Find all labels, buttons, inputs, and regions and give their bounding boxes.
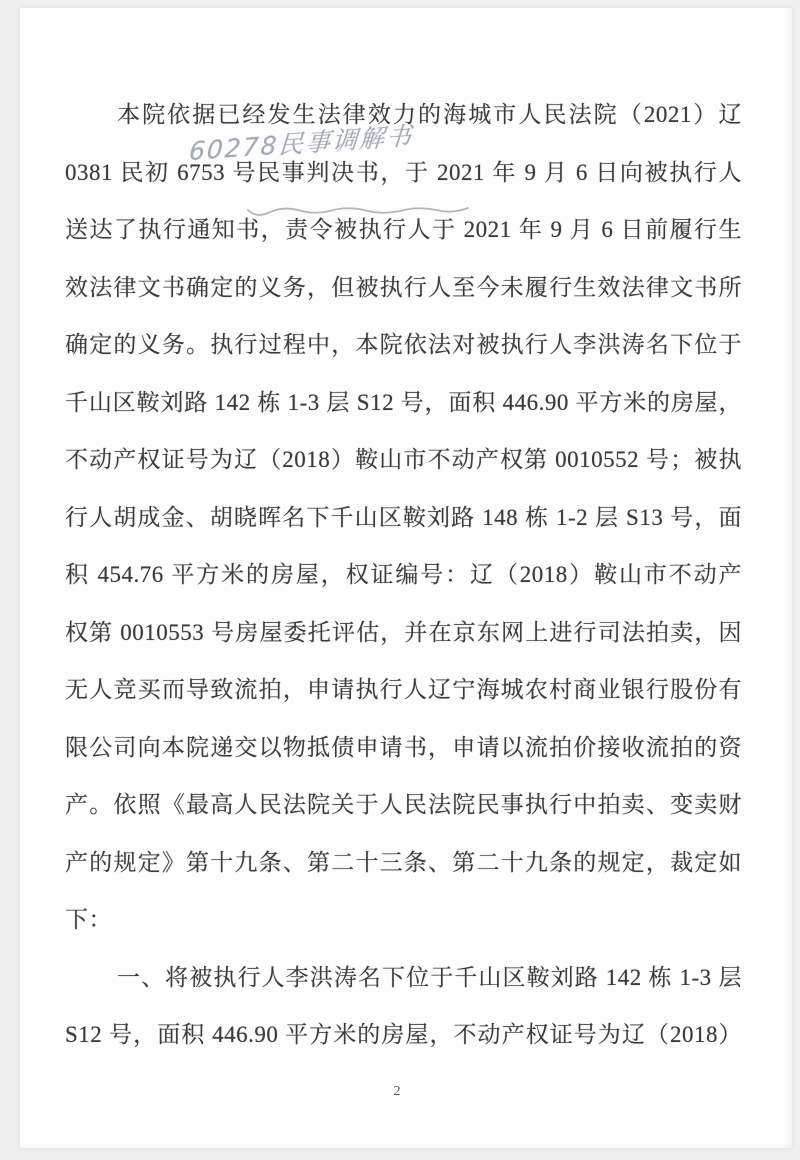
text-line: 0381 民初 6753 号民事判决书，于 2021 年 9 月 6 日向被执行人 <box>65 159 742 185</box>
handwritten-wavy-underline <box>246 196 471 218</box>
ruling-body-text <box>20 86 792 1064</box>
text-line: 一、将被执行人李洪涛名下位于千山区鞍刘路 142 栋 1-3 层 <box>117 964 742 990</box>
text-line: S12 号，面积 446.90 平方米的房屋，不动产权证号为辽（2018） <box>65 1022 742 1047</box>
text-line: 送达了执行通知书，责令被执行人于 2021 年 9 月 6 日前履行生 <box>65 217 742 242</box>
text-line: 权第 0010553 号房屋委托评估，并在京东网上进行司法拍卖，因 <box>65 619 742 645</box>
page-number: 2 <box>393 1084 401 1099</box>
text-line: 下： <box>65 907 112 932</box>
scanned-document-page <box>20 8 792 1148</box>
text-line: 限公司向本院递交以物抵债申请书，申请以流拍价接收流拍的资 <box>65 734 742 760</box>
text-line: 产的规定》第十九条、第二十三条、第二十九条的规定，裁定如 <box>65 849 742 875</box>
text-line: 千山区鞍刘路 142 栋 1-3 层 S12 号，面积 446.90 平方米的房屋， <box>65 389 742 415</box>
text-line: 确定的义务。执行过程中，本院依法对被执行人李洪涛名下位于 <box>65 332 742 357</box>
handwritten-annotation: 60278民事调解书 <box>188 121 415 166</box>
text-line: 效法律文书确定的义务，但被执行人至今未履行生效法律文书所 <box>65 274 742 300</box>
text-line: 积 454.76 平方米的房屋，权证编号：辽（2018）鞍山市不动产 <box>65 562 742 587</box>
text-line: 行人胡成金、胡晓晖名下千山区鞍刘路 148 栋 1-2 层 S13 号，面 <box>65 504 742 530</box>
text-line: 产。依照《最高人民法院关于人民法院民事执行中拍卖、变卖财 <box>65 792 742 817</box>
text-line: 不动产权证号为辽（2018）鞍山市不动产权第 0010552 号；被执 <box>65 447 742 472</box>
text-line: 无人竞买而导致流拍，申请执行人辽宁海城农村商业银行股份有 <box>65 677 742 702</box>
text-line: 本院依据已经发生法律效力的海城市人民法院（2021）辽 <box>117 102 742 127</box>
